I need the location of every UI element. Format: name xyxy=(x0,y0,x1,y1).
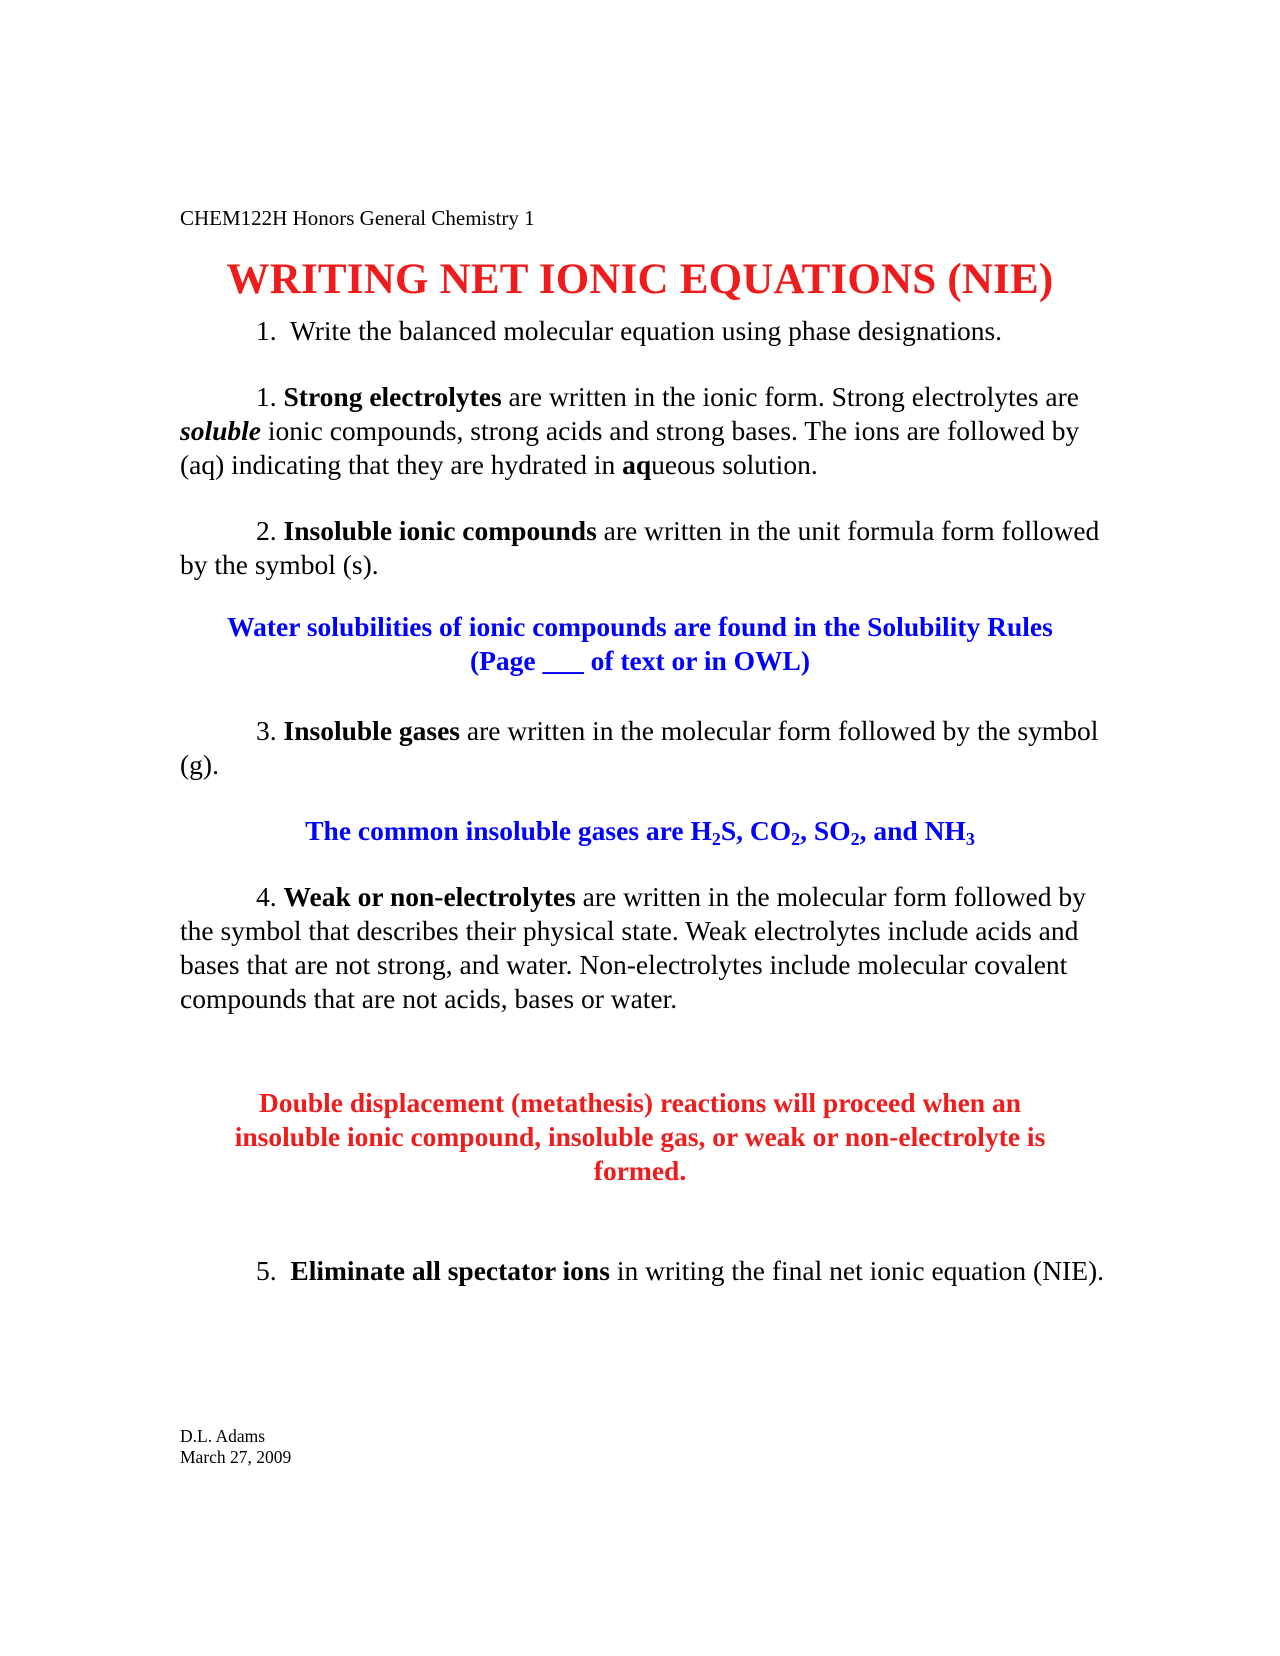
rule-4-number: 4. xyxy=(256,881,277,912)
gases-note xyxy=(0,814,1280,848)
footer-author: D.L. Adams xyxy=(180,1426,266,1446)
rule-3 xyxy=(180,714,1120,782)
rule-2-text: are written in the unit formula form followed by the symbol (s). xyxy=(180,515,1100,580)
rule-4 xyxy=(180,880,1120,1016)
footer-date: March 27, 2009 xyxy=(180,1447,292,1467)
rule-5-term: Eliminate all spectator ions xyxy=(290,1255,610,1286)
rule-1-aq: aq xyxy=(622,449,652,480)
formula-h2s-subscript: 2 xyxy=(711,829,721,849)
step-1 xyxy=(180,314,1196,348)
rule-2-term: Insoluble ionic compounds xyxy=(283,515,597,546)
separator: , and xyxy=(859,815,925,846)
formula-nh3: NH xyxy=(924,815,966,846)
rule-1-text-b: ionic compounds, strong acids and strong bases. The ions are followed by (aq) indicating that they are hydrated in xyxy=(180,415,1080,480)
rule-2 xyxy=(180,514,1120,582)
rule-1-text-a: are written in the ionic form. Strong electrolytes are xyxy=(508,381,1079,412)
double-displacement-line-2: insoluble ionic compound, insoluble gas, or weak or non-electrolyte is xyxy=(234,1121,1046,1152)
separator: , xyxy=(736,815,750,846)
double-displacement-line-3: formed. xyxy=(593,1155,687,1186)
rule-1 xyxy=(180,380,1120,482)
rule-5-text: in writing the final net ionic equation (NIE). xyxy=(616,1255,1105,1286)
double-displacement-note xyxy=(0,1086,1280,1188)
formula-nh3-subscript: 3 xyxy=(965,829,975,849)
rule-2-number: 2. xyxy=(256,515,277,546)
rule-3-text: are written in the molecular form followed by the symbol (g). xyxy=(180,715,1099,780)
rule-3-term: Insoluble gases xyxy=(283,715,461,746)
formula-so2: SO xyxy=(813,815,851,846)
step-1-number: 1. xyxy=(256,315,277,346)
formula-co2: CO xyxy=(749,815,792,846)
formula-co2-subscript: 2 xyxy=(791,829,801,849)
rule-4-text: are written in the molecular form followed by the symbol that describes their physical state. Weak electrolytes include acids and bases that are not strong, and water. Non-electrolytes include molecular covalent compounds that are not acids, bases or water. xyxy=(180,881,1086,1014)
step-1-text: Write the balanced molecular equation using phase designations. xyxy=(289,315,1003,346)
rule-1-text-c: ueous solution. xyxy=(651,449,818,480)
page-title: WRITING NET IONIC EQUATIONS (NIE) xyxy=(226,256,1054,303)
rule-1-term: Strong electrolytes xyxy=(283,381,502,412)
formula-so2-subscript: 2 xyxy=(850,829,860,849)
rule-1-emphasis: soluble xyxy=(180,415,261,446)
formula-h2s-tail: S xyxy=(720,815,737,846)
solubility-note-line-1: Water solubilities of ionic compounds are found in the Solubility Rules xyxy=(227,611,1053,642)
course-header: CHEM122H Honors General Chemistry 1 xyxy=(180,206,535,230)
double-displacement-line-1: Double displacement (metathesis) reactions will proceed when an xyxy=(258,1087,1022,1118)
rule-5-number: 5. xyxy=(256,1255,277,1286)
footer xyxy=(180,1426,291,1468)
rule-5 xyxy=(180,1254,1120,1288)
gases-note-prefix: The common insoluble gases are xyxy=(305,815,691,846)
formula-h2s: H xyxy=(690,815,712,846)
rule-1-number: 1. xyxy=(256,381,277,412)
rule-3-number: 3. xyxy=(256,715,277,746)
solubility-note-line-2: (Page ___ of text or in OWL) xyxy=(469,645,811,676)
rule-4-term: Weak or non-electrolytes xyxy=(283,881,576,912)
separator: , xyxy=(800,815,814,846)
solubility-note xyxy=(0,610,1280,678)
